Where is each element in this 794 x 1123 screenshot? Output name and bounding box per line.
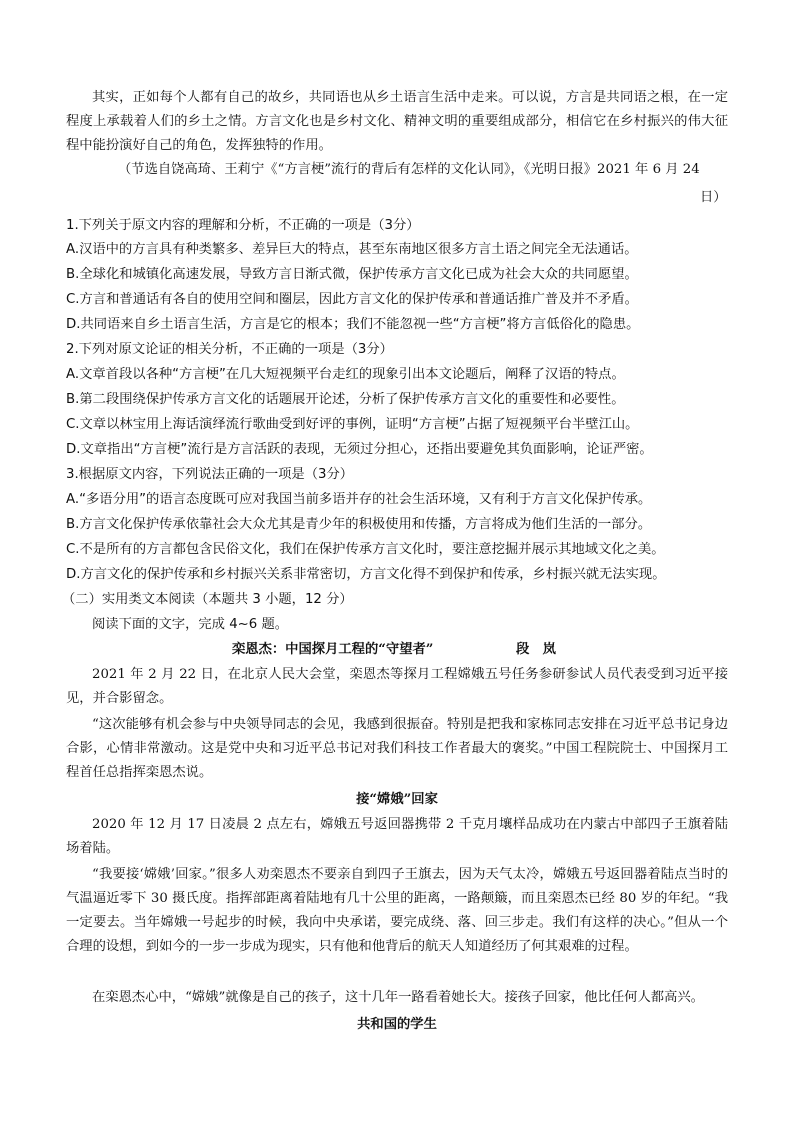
- question-3-option-c: C.不是所有的方言都包含民俗文化，我们在保护传承方言文化时，要注意挖掘并展示其地域文化之美。: [66, 542, 665, 557]
- article-author: 段 岚: [516, 642, 556, 657]
- question-3-option-a: A.“多语分用”的语言态度既可应对我国当前多语并存的社会生活环境，又有利于方言文化保护传承。: [66, 492, 652, 507]
- article-paragraph-5: 在栾恩杰心中，“嫦娥”就像是自己的孩子，这十几年一路看着她长大。接孩子回家，他比任何人都高兴。: [92, 990, 704, 1005]
- question-3-stem: 3.根据原文内容，下列说法正确的一项是（3分）: [66, 467, 354, 482]
- question-1-stem: 1.下列关于原文内容的理解和分析，不正确的一项是（3分）: [66, 218, 420, 233]
- question-1-option-b: B.全球化和城镇化高速发展，导致方言日渐式微，保护传承方言文化已成为社会大众的共同愿望。: [66, 267, 638, 282]
- passage-paragraph: 其实，正如每个人都有自己的故乡，共同语也从乡土语言生活中走来。可以说，方言是共同语之根，在一定程度上承载着人们的乡土之情。方言文化也是乡村文化、精神文明的重要组成部分，相信它在乡村振兴的伟大征程中能扮演好自己的角色，发挥独特的作用。: [66, 90, 728, 153]
- question-2-option-c: C.文章以林宝用上海话演绎流行歌曲受到好评的事例，证明“方言梗”占据了短视频平台半壁江山。: [66, 417, 639, 432]
- question-2-stem: 2.下列对原文论证的相关分析，不正确的一项是（3分）: [66, 342, 393, 357]
- article-paragraph-2: “这次能够有机会参与中央领导同志的会见，我感到很振奋。特别是把我和家栋同志安排在习近平总书记身边合影，心情非常激动。这是党中央和习近平总书记对我们科技工作者最大的褒奖。”中国工程院院士、中国探月工程首任总指挥栾恩杰说。: [66, 717, 728, 780]
- section-heading: （二）实用类文本阅读（本题共 3 小题，12 分）: [62, 592, 353, 607]
- question-3-option-b: B.方言文化保护传承依靠社会大众尤其是青少年的积极使用和传播，方言将成为他们生活的一部分。: [66, 517, 652, 532]
- article-paragraph-1: 2021 年 2 月 22 日，在北京人民大会堂，栾恩杰等探月工程嫦娥五号任务参研参试人员代表受到习近平接见，并合影留念。: [66, 667, 728, 706]
- question-3-option-d: D.方言文化的保护传承和乡村振兴关系非常密切，方言文化得不到保护和传承，乡村振兴就无法实现。: [66, 567, 666, 582]
- question-1-option-a: A.汉语中的方言具有种类繁多、差异巨大的特点，甚至东南地区很多方言土语之间完全无法通话。: [66, 242, 638, 257]
- article-subheading-2: [0, 1013, 794, 1037]
- article-title: 栾恩杰：中国探月工程的“守望者”: [232, 642, 434, 657]
- question-1-option-d: D.共同语来自乡土语言生活，方言是它的根本；我们不能忽视一些“方言梗”将方言低俗化的隐患。: [66, 317, 640, 332]
- question-1-option-c: C.方言和普通话有各自的使用空间和圈层，因此方言文化的保护传承和普通话推广普及并不矛盾。: [66, 292, 638, 307]
- article-paragraph-3: 2020 年 12 月 17 日凌晨 2 点左右，嫦娥五号返回器携带 2 千克月壤样品成功在内蒙古中部四子王旗着陆场着陆。: [66, 817, 728, 856]
- source-citation-line2: 日）: [700, 190, 727, 205]
- subheading-2-text: 共和国的学生: [357, 1017, 437, 1032]
- article-paragraph-4: “我要接‘嫦娥’回家。”很多人劝栾恩杰不要亲自到四子王旗去，因为天气太冷，嫦娥五号返回器着陆点当时的气温逼近零下 30 摄氏度。指挥部距离着陆地有几十公里的距离，一路颠簸，而且栾恩杰已经 80 岁的年纪。“我一定要去。当年嫦娥一号起步的时候，我向中央承诺，要完成绕、落、回三步走。我们有这样的决心。”但从一个合理的设想，到如今的一步一步成为现实，只有他和他背后的航天人知道经历了何其艰难的过程。: [66, 867, 728, 954]
- subheading-1-text: 接“嫦娥”回家: [356, 792, 438, 807]
- article-subheading-1: [0, 788, 794, 812]
- question-2-option-d: D.文章指出“方言梗”流行是方言活跃的表现，无须过分担心，还指出要避免其负面影响，论证严密。: [66, 442, 653, 457]
- section-instruction: 阅读下面的文字，完成 4~6 题。: [92, 617, 289, 632]
- question-2-option-a: A.文章首段以各种“方言梗”在几大短视频平台走红的现象引出本文论题后，阐释了汉语的特点。: [66, 367, 625, 382]
- source-citation-line1: （节选自饶高琦、王莉宁《“方言梗”流行的背后有怎样的文化认同》，《光明日报》2021 年 6 月 24: [118, 162, 700, 177]
- question-2-option-b: B.第二段围绕保护传承方言文化的话题展开论述，分析了保护传承方言文化的重要性和必要性。: [66, 392, 625, 407]
